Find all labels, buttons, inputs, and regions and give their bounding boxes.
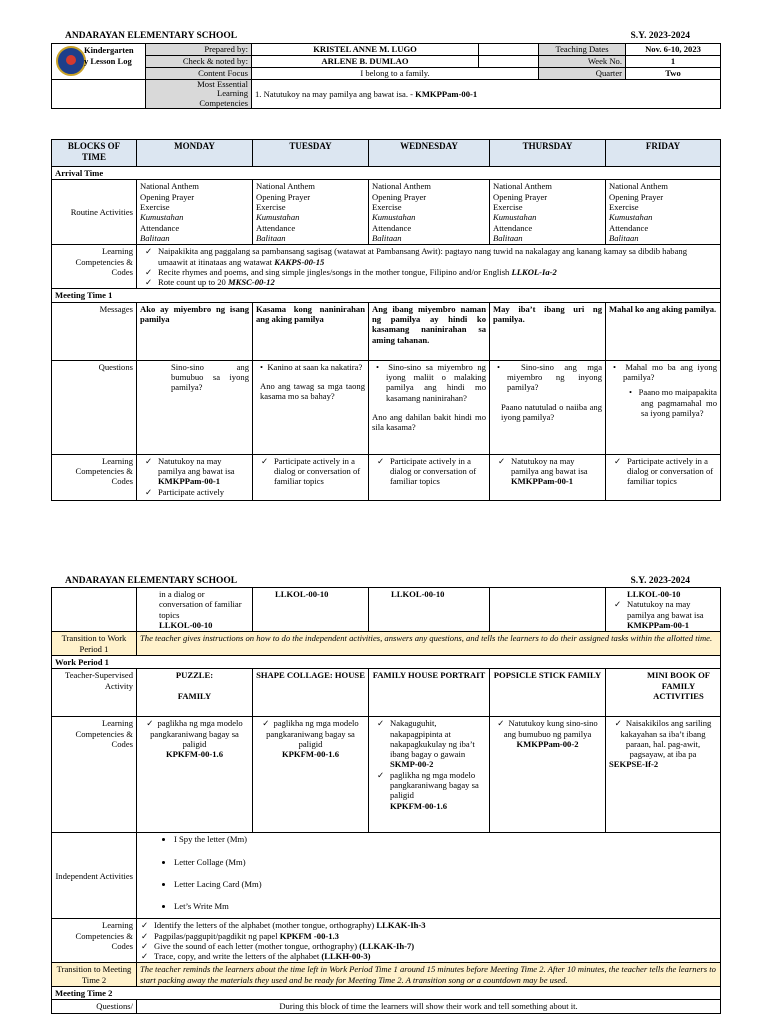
routine-tuesday xyxy=(253,180,369,245)
routine-item: Exercise xyxy=(493,201,523,212)
routine-item: Exercise xyxy=(372,201,402,212)
checked-by-value: ARLENE B. DUMLAO xyxy=(252,56,479,68)
arrival-competencies xyxy=(137,245,721,289)
friday-header: FRIDAY xyxy=(606,140,721,167)
questions-label: Questions xyxy=(52,360,137,454)
transition-1-label: Transition to Work Period 1 xyxy=(52,632,137,656)
messages-label: Messages xyxy=(52,302,137,360)
question-wednesday xyxy=(369,360,490,454)
page2-school-row xyxy=(65,576,690,586)
thursday-header: THURSDAY xyxy=(490,140,606,167)
ts-wednesday: FAMILY HOUSE PORTRAIT xyxy=(369,669,490,717)
routine-item: Opening Prayer xyxy=(372,191,427,202)
ts-friday: MINI BOOK OF FAMILY ACTIVITIES xyxy=(606,669,721,717)
wp-competencies-label: Learning Competencies & Codes xyxy=(52,717,137,833)
blank-cell xyxy=(52,80,146,109)
routine-item: Kumustahan xyxy=(256,212,300,223)
checked-by-label: Check & noted by: xyxy=(146,56,252,68)
ts-monday: PUZZLE: FAMILY xyxy=(137,669,253,717)
page1-header xyxy=(51,43,720,109)
routine-item: Kumustahan xyxy=(140,212,184,223)
content-focus-label: Content Focus xyxy=(146,68,252,80)
teaching-dates-label: Teaching Dates xyxy=(539,44,626,56)
ts-thursday: POPSICLE STICK FAMILY xyxy=(490,669,606,717)
routine-row xyxy=(52,180,721,245)
header-table xyxy=(51,43,721,109)
blocks-of-time-header: BLOCKS OF TIME xyxy=(52,140,137,167)
page1-schedule xyxy=(51,139,720,501)
arrival-competencies-row xyxy=(52,245,721,289)
school-year: S.Y. 2023-2024 xyxy=(630,576,690,586)
wp-wednesday: ✓ Nakaguguhit, nakapagpipinta at nakapagkukulay ng iba’t ibang bagay o gawain SKMP-00-2 ✓ paglikha ng mga modelo pangkaraniwang bagay sa paligid KPKFM-00-1.6 xyxy=(369,717,490,833)
independent-competencies-row xyxy=(52,919,721,963)
schedule-table-2 xyxy=(51,587,721,1014)
question-tuesday xyxy=(253,360,369,454)
routine-item: Opening Prayer xyxy=(256,191,311,202)
question-monday: Sino-sino ang bumubuo sa iyong pamilya? xyxy=(137,360,253,454)
question-friday-2: • Paano mo maipapakita ang pagmamahal mo sa iyong pamilya? xyxy=(629,387,717,418)
arrival-time-heading: Arrival Time xyxy=(52,167,721,180)
routine-item: Attendance xyxy=(140,222,180,233)
routine-item: Exercise xyxy=(140,201,170,212)
quarter-label: Quarter xyxy=(539,68,626,80)
blank-cell xyxy=(52,588,137,632)
teacher-supervised-row xyxy=(52,669,721,717)
transition-2-row xyxy=(52,963,721,987)
blank-cell xyxy=(479,56,539,68)
routine-label: Routine Activities xyxy=(52,180,137,245)
lc-tuesday: ✓ Participate actively in a dialog or conversation of familiar topics xyxy=(253,454,369,500)
routine-item: National Anthem xyxy=(140,181,199,192)
cont-friday: LLKOL-00-10 ✓ Natutukoy na may pamilya ang bawat isa KMKPPam-00-1 xyxy=(606,588,721,632)
melc-value xyxy=(252,80,721,109)
melc-label-3: Competencies xyxy=(199,97,248,108)
routine-wednesday xyxy=(369,180,490,245)
question-friday-1: • Mahal mo ba ang iyong pamilya? xyxy=(613,361,717,383)
routine-item: Attendance xyxy=(493,222,533,233)
arrival-competency-1: ✓ Naipakikita ang paggalang sa pambansang sagisag (watawat at Pambansang Awit): pagtayo nang tuwid na nakalagay ang kanang kamay sa dibdib habang umaawit at itinataas ang watawat KAKPS-00-15 xyxy=(158,246,717,267)
teaching-dates-value: Nov. 6-10, 2023 xyxy=(626,44,721,56)
independent-item: • Letter Collage (Mm) xyxy=(174,857,717,867)
week-value: 1 xyxy=(626,56,721,68)
meeting1-competencies-row xyxy=(52,454,721,500)
question-tuesday-2: Ano ang tawag sa mga taong kasama mo sa bahay? xyxy=(260,381,365,402)
routine-item: Balitaan xyxy=(256,232,286,243)
routine-item: Kumustahan xyxy=(609,212,653,223)
meeting-time-2-row xyxy=(52,1000,721,1013)
message-thursday: May iba’t ibang uri ng pamilya. xyxy=(490,302,606,360)
content-focus-value: I belong to a family. xyxy=(252,68,539,80)
routine-item: Balitaan xyxy=(140,232,170,243)
wednesday-header: WEDNESDAY xyxy=(369,140,490,167)
question-wednesday-1: • Sino-sino sa miyembro ng iyong maliit o malaking pamilya ang hindi mo kasamang naninirahan? xyxy=(376,361,486,403)
meeting-time-1-heading: Meeting Time 1 xyxy=(52,289,721,302)
routine-item: Opening Prayer xyxy=(140,191,195,202)
week-label: Week No. xyxy=(539,56,626,68)
routine-item: Kumustahan xyxy=(493,212,537,223)
transition-1-text: The teacher gives instructions on how to do the independent activities, answers any questions, and tells the learners to do their assigned tasks within the allotted time. xyxy=(137,632,721,656)
monday-header: MONDAY xyxy=(137,140,253,167)
message-wednesday: Ang ibang miyembro naman ng pamilya ay hindi ko kasamang naninirahan sa aming tahanan. xyxy=(369,302,490,360)
page2-schedule xyxy=(51,587,720,1014)
routine-item: Exercise xyxy=(609,201,639,212)
wp-monday: ✓ paglikha ng mga modelo pangkaraniwang bagay sa paligid KPKFM-00-1.6 xyxy=(137,717,253,833)
question-thursday xyxy=(490,360,606,454)
independent-item: • Let’s Write Mm xyxy=(174,901,717,911)
prepared-by-label: Prepared by: xyxy=(146,44,252,56)
prepared-by-value: KRISTEL ANNE M. LUGO xyxy=(252,44,479,56)
transition-1-row xyxy=(52,632,721,656)
log-title-line2: y Lesson Log xyxy=(84,55,132,66)
melc-label-1: Most Essential xyxy=(197,79,248,89)
melc-label xyxy=(146,80,252,109)
independent-competencies: ✓ Identify the letters of the alphabet (mother tongue, orthography) LLKAK-Ih-3 ✓ Pagpilas/paggupit/pagdikit ng papel KPKFM -00-1.3 ✓ Give the sound of each letter (mother tongue, orthography) (LLKAK-Ih-7) ✓ Trace, copy, and write the letters of the alphabet (LLKH-00-3) xyxy=(137,919,721,963)
lc-thursday: ✓ Natutukoy na may pamilya ang bawat isa KMKPPam-00-1 xyxy=(490,454,606,500)
routine-item: Attendance xyxy=(372,222,412,233)
school-name: ANDARAYAN ELEMENTARY SCHOOL xyxy=(65,576,238,586)
days-header-row xyxy=(52,140,721,167)
question-tuesday-1: • Kanino at saan ka nakatira? xyxy=(260,361,363,372)
lc-wednesday: ✓ Participate actively in a dialog or conversation of familiar topics xyxy=(369,454,490,500)
ts-tuesday: SHAPE COLLAGE: HOUSE xyxy=(253,669,369,717)
cont-monday: in a dialog or conversation of familiar topics LLKOL-00-10 xyxy=(137,588,253,632)
question-wednesday-2: Ano ang dahilan bakit hindi mo sila kasama? xyxy=(372,412,486,433)
continuation-row xyxy=(52,588,721,632)
wp-tuesday: ✓ paglikha ng mga modelo pangkaraniwang bagay sa paligid KPKFM-00-1.6 xyxy=(253,717,369,833)
melc-code: KMKPPam-00-1 xyxy=(415,89,478,100)
melc-text: 1. Natutukoy na may pamilya ang bawat isa. - xyxy=(255,89,416,100)
independent-item: • Letter Lacing Card (Mm) xyxy=(174,879,717,889)
message-friday: Mahal ko ang aking pamilya. xyxy=(606,302,721,360)
question-thursday-1: • Sino-sino ang mga miyembro ng inyong pamilya? xyxy=(497,361,603,393)
questions-row xyxy=(52,360,721,454)
routine-monday xyxy=(137,180,253,245)
lc-friday: ✓ Participate actively in a dialog or conversation of familiar topics xyxy=(606,454,721,500)
arrival-competency-2: ✓ Recite rhymes and poems, and sing simple jingles/songs in the mother tongue, Filipino and/or English LLKOL-Ia-2 xyxy=(158,267,717,277)
tuesday-header: TUESDAY xyxy=(253,140,369,167)
cont-wednesday: LLKOL-00-10 xyxy=(369,588,490,632)
mt2-text: During this block of time the learners will show their work and tell something about it. xyxy=(137,1000,721,1013)
wp-thursday: ✓ Natutukoy kung sino-sino ang bumubuo ng pamilya KMKPPam-00-2 xyxy=(490,717,606,833)
teacher-supervised-label: Teacher-Supervised Activity xyxy=(52,669,137,717)
routine-item: National Anthem xyxy=(256,181,315,192)
blank-cell xyxy=(479,44,539,56)
blank-cell xyxy=(490,588,606,632)
meeting1-competencies-label: Learning Competencies & Codes xyxy=(52,454,137,500)
independent-label: Independent Activities xyxy=(52,833,137,919)
meeting-time-2-heading: Meeting Time 2 xyxy=(52,987,721,1000)
deped-seal-icon xyxy=(56,46,86,76)
quarter-value: Two xyxy=(626,68,721,80)
wp-friday: ✓ Naisakikilos ang sariling kakayahan sa iba’t ibang paraan, hal. pag-awit, pagsayaw, at iba pa SEKPSE-If-2 xyxy=(606,717,721,833)
routine-item: National Anthem xyxy=(493,181,552,192)
routine-item: Balitaan xyxy=(372,232,402,243)
question-thursday-2: Paano natutulad o naiiba ang iyong pamilya? xyxy=(501,401,602,422)
schedule-table-1 xyxy=(51,139,721,501)
routine-item: Attendance xyxy=(256,222,296,233)
transition-2-label: Transition to Meeting Time 2 xyxy=(52,963,137,987)
cont-tuesday: LLKOL-00-10 xyxy=(253,588,369,632)
routine-item: National Anthem xyxy=(372,181,431,192)
work-period-competencies-row xyxy=(52,717,721,833)
arrival-competency-3: ✓ Rote count up to 20 MKSC-00-12 xyxy=(158,277,717,287)
routine-item: Exercise xyxy=(256,201,286,212)
independent-item: • I Spy the letter (Mm) xyxy=(174,834,717,844)
routine-item: Balitaan xyxy=(493,232,523,243)
independent-competencies-label: Learning Competencies & Codes xyxy=(52,919,137,963)
school-name: ANDARAYAN ELEMENTARY SCHOOL xyxy=(65,31,238,41)
message-tuesday: Kasama kong naninirahan ang aking pamilya xyxy=(253,302,369,360)
logo-cell xyxy=(52,44,146,80)
independent-activities xyxy=(137,833,721,919)
lc-monday: ✓ Natutukoy na may pamilya ang bawat isa KMKPPam-00-1 ✓ Participate actively xyxy=(137,454,253,500)
message-monday: Ako ay miyembro ng isang pamilya xyxy=(137,302,253,360)
independent-row xyxy=(52,833,721,919)
routine-item: Balitaan xyxy=(609,232,639,243)
question-friday xyxy=(606,360,721,454)
page1-school-row xyxy=(65,31,690,41)
mt2-label: Questions/ xyxy=(52,1000,137,1013)
routine-friday xyxy=(606,180,721,245)
melc-label-2: Learning xyxy=(216,88,248,99)
messages-row xyxy=(52,302,721,360)
routine-item: Kumustahan xyxy=(372,212,416,223)
work-period-1-heading: Work Period 1 xyxy=(52,655,721,668)
routine-item: Opening Prayer xyxy=(493,191,548,202)
routine-item: Opening Prayer xyxy=(609,191,664,202)
routine-item: National Anthem xyxy=(609,181,668,192)
routine-thursday xyxy=(490,180,606,245)
school-year: S.Y. 2023-2024 xyxy=(630,31,690,41)
transition-2-text: The teacher reminds the learners about the time left in Work Period Time 1 around 15 minutes before Meeting Time 2. After 10 minutes, the teacher tells the learners to start packing away the materials they used and be ready for Meeting Time 2. A transition song or a countdown may be used. xyxy=(137,963,721,987)
arrival-competencies-label: Learning Competencies & Codes xyxy=(52,245,137,289)
log-title-line1: Kindergarten xyxy=(84,45,134,55)
routine-item: Attendance xyxy=(609,222,649,233)
